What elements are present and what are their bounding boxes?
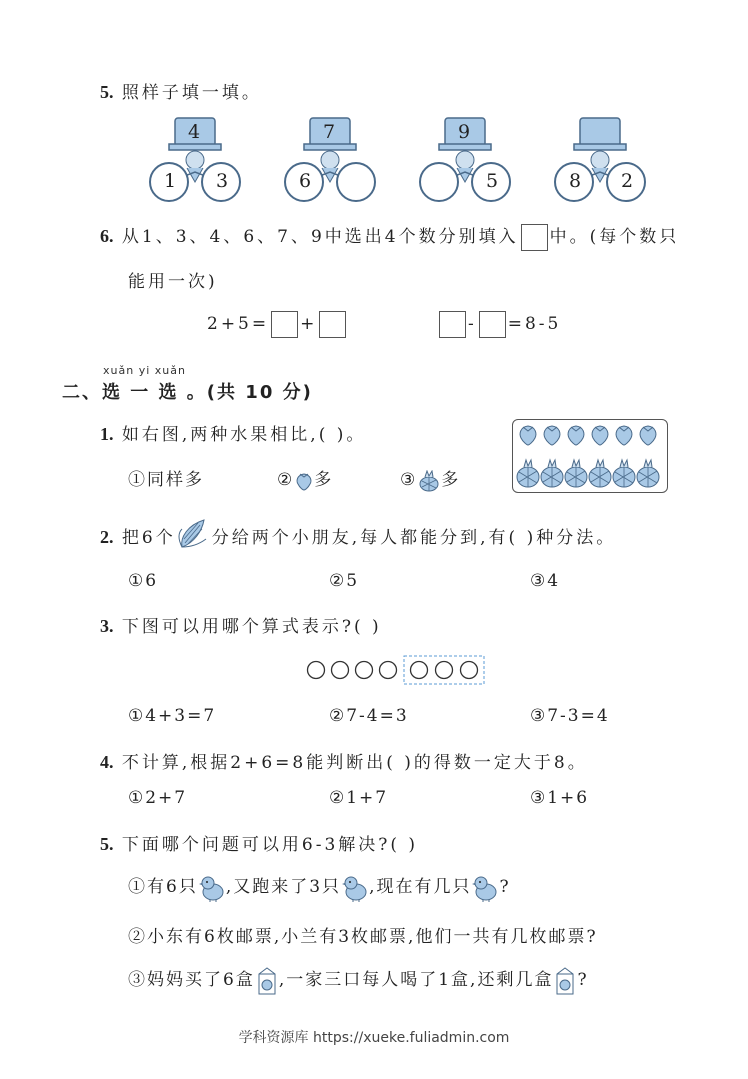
s2q3-text [100,612,382,637]
s2q3-option-1[interactable]: ①4+3=7 [128,706,217,726]
milk-box-icon [255,966,279,996]
bike-1-hat: 4 [188,121,204,143]
answer-box[interactable] [271,311,298,338]
chick-icon [341,874,369,902]
eq2-tail: =8-5 [507,314,562,334]
s2q5-option-1[interactable] [128,872,511,902]
s2q4-number: 4. [100,752,114,772]
s2q2-option-2[interactable]: ②5 [329,571,360,591]
s2q1-option-2[interactable] [277,465,333,491]
opt1-a: ①有6只 [128,877,198,897]
opt-prefix: ② [277,470,295,490]
q6-line1 [100,222,679,251]
q6-equation-2 [437,311,561,338]
milk-box-icon [553,966,577,996]
bike-2-hat: 7 [323,121,339,143]
footer-watermark: 学科资源库 https://xueke.fuliadmin.com [238,1030,510,1046]
eq1-plus: + [300,314,318,334]
fruit-box [512,419,668,493]
opt-suffix: 多 [441,470,461,490]
fruit-grid [513,420,667,492]
section-title: 二、选 一 选 。(共 10 分) [62,382,313,403]
s2q1-option-1[interactable]: ①同样多 [128,470,204,490]
s2q4-option-2[interactable]: ②1+7 [329,788,389,808]
q6-number: 6. [100,226,114,246]
s2q5-option-3[interactable] [128,965,589,996]
s2q1-question: 如右图,两种水果相比,( )。 [121,425,367,445]
q6-equation-1 [207,311,348,338]
opt3-a: ③妈妈买了6盒 [128,970,255,990]
circle-icon [332,662,349,679]
bike-4-right: 2 [621,170,637,192]
opt3-c: ? [577,970,589,990]
answer-box[interactable] [319,311,346,338]
pineapple-icon [417,470,441,492]
circle-icon [356,662,373,679]
s2q4-option-1[interactable]: ①2+7 [128,788,188,808]
circle-icon [308,662,325,679]
bike-3-right: 5 [486,170,502,192]
s2q5-number: 5. [100,834,114,854]
opt1-b: ,又跑来了3只 [225,877,342,897]
circle-diagram [303,653,487,687]
bike-3-hat: 9 [458,121,474,143]
s2q1-option-3[interactable] [400,465,460,492]
chick-icon [198,874,226,902]
s2q3-option-3[interactable]: ③7-3=4 [530,706,610,726]
dashed-group-box [404,656,484,684]
s2q2-text [100,523,616,551]
q5-title [100,78,262,103]
circle-icon [436,662,453,679]
answer-box[interactable] [439,311,466,338]
eq2-minus: - [468,314,477,334]
s2q3-option-2[interactable]: ②7-4=3 [329,706,409,726]
answer-box[interactable] [479,311,506,338]
strawberry-row [520,426,656,445]
s2q1-text [100,420,366,445]
answer-box [521,224,548,251]
q6-text-a: 从1、3、4、6、7、9中选出4个数分别填入 [121,227,519,247]
bike-1-right: 3 [216,170,232,192]
eq1-lhs: 2+5= [207,314,270,334]
circle-icon [380,662,397,679]
opt1-c: ,现在有几只 [369,877,472,897]
s2q5-question: 下面哪个问题可以用6-3解决?( ) [121,835,419,855]
opt-prefix: ③ [400,470,418,490]
chick-icon [471,874,499,902]
q5-number: 5. [100,82,114,102]
s2q2-option-3[interactable]: ③4 [530,571,561,591]
bike-1-left: 1 [164,170,180,192]
pineapple-row [517,460,659,487]
s2q2-text-a: 把6个 [121,528,176,548]
s2q2-number: 2. [100,527,114,547]
opt-suffix: 多 [314,470,334,490]
s2q3-question: 下图可以用哪个算式表示?( ) [121,617,382,637]
s2q5-option-2[interactable]: ②小东有6枚邮票,小兰有3枚邮票,他们一共有几枚邮票? [128,927,598,947]
bike-4-left: 8 [569,170,585,192]
circle-icon [411,662,428,679]
q6-text-b: 中。(每个数只 [549,227,680,247]
opt3-b: ,一家三口每人喝了1盒,还剩几盒 [278,970,554,990]
s2q5-text [100,830,418,855]
circle-icon [461,662,478,679]
section-pinyin: xuǎn yi xuǎn [103,364,186,377]
corn-icon [176,517,212,551]
s2q4-question: 不计算,根据2+6=8能判断出( )的得数一定大于8。 [121,753,588,773]
strawberry-icon [294,471,314,491]
q5-text: 照样子填一填。 [121,83,262,103]
s2q3-number: 3. [100,616,114,636]
s2q2-option-1[interactable]: ①6 [128,571,159,591]
q6-line2: 能用一次) [128,272,218,292]
s2q2-text-b: 分给两个小朋友,每人都能分到,有( )种分法。 [211,528,617,548]
bike-row [145,112,665,204]
s2q1-number: 1. [100,424,114,444]
bike-2-left: 6 [299,170,315,192]
s2q4-option-3[interactable]: ③1+6 [530,788,590,808]
s2q4-text [100,748,588,773]
opt1-d: ? [499,877,511,897]
